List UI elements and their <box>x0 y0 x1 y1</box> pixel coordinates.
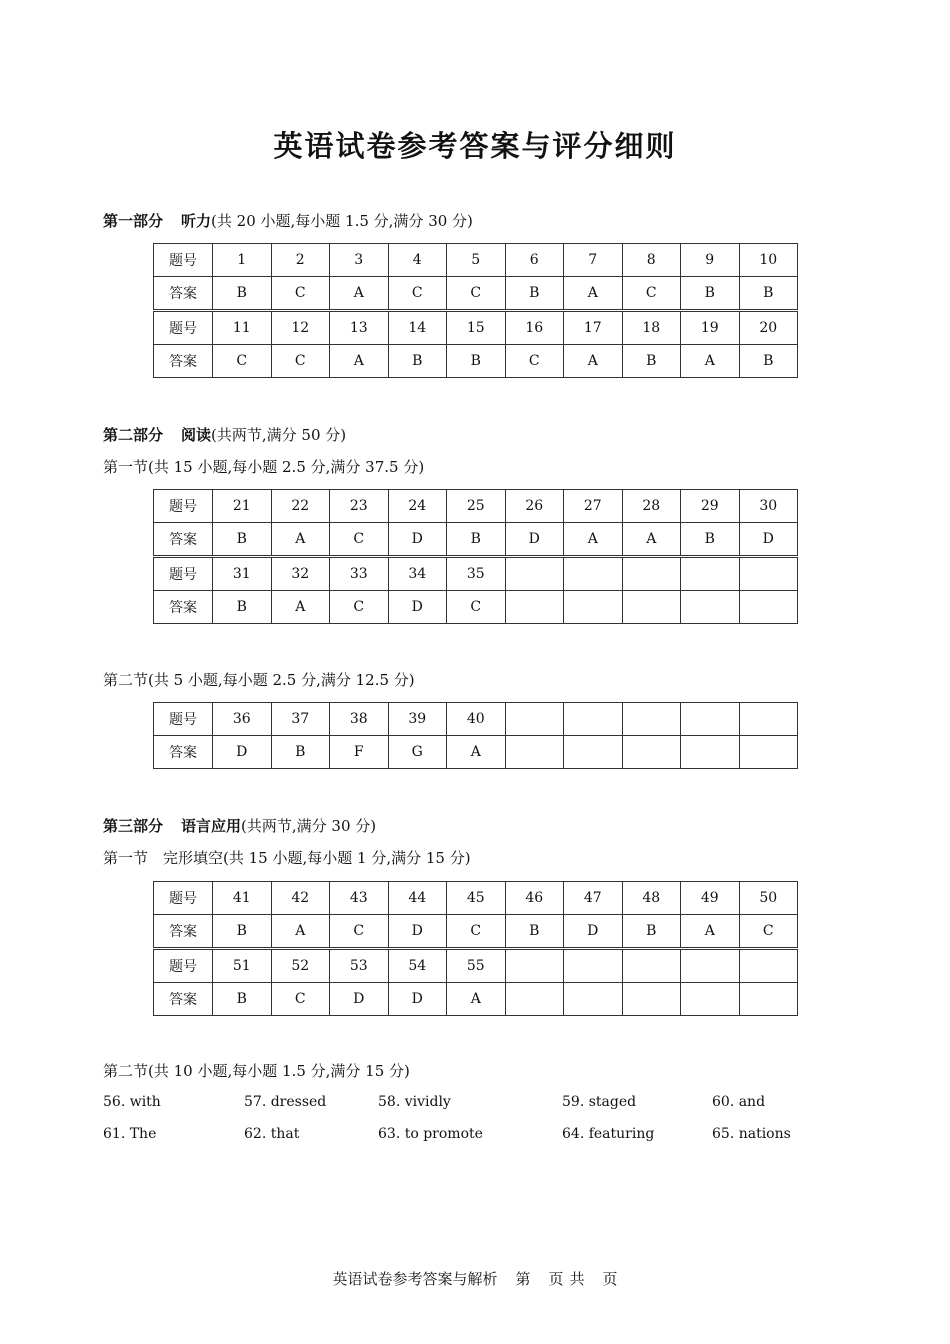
table-cell: 5 <box>447 244 506 277</box>
table-cell: A <box>271 523 330 557</box>
table-cell: 35 <box>447 557 506 591</box>
table-cell: 24 <box>388 490 447 523</box>
table-cell: 39 <box>388 703 447 736</box>
footer-di: 第 <box>515 1270 531 1288</box>
part2-section1-heading: 第一节(共 15 小题,每小题 2.5 分,满分 37.5 分) <box>103 458 425 476</box>
table-cell <box>622 591 681 624</box>
table-cell: B <box>681 277 740 311</box>
fill-answer: 56. with <box>103 1094 161 1110</box>
row-header: 答案 <box>154 345 213 378</box>
table-row <box>154 983 798 1016</box>
table-cell <box>622 949 681 983</box>
row-header: 题号 <box>154 949 213 983</box>
table-cell <box>681 591 740 624</box>
fill-answer: 59. staged <box>562 1094 637 1110</box>
fill-answer: 64. featuring <box>562 1126 655 1142</box>
part2-section2-answer-table <box>153 702 798 769</box>
table-cell <box>564 949 623 983</box>
table-row <box>154 557 798 591</box>
page-footer <box>0 1268 950 1289</box>
table-cell: 14 <box>388 311 447 345</box>
table-cell: A <box>271 591 330 624</box>
table-cell: C <box>447 277 506 311</box>
table-cell: B <box>681 523 740 557</box>
part1-answer-table <box>153 243 798 378</box>
table-cell: 42 <box>271 882 330 915</box>
footer-text: 英语试卷参考答案与解析 <box>332 1270 498 1288</box>
table-cell <box>739 591 798 624</box>
fill-answer: 58. vividly <box>378 1094 451 1110</box>
table-row <box>154 949 798 983</box>
part1-desc: (共 20 小题,每小题 1.5 分,满分 30 分) <box>211 212 473 230</box>
table-cell <box>739 949 798 983</box>
table-cell: 48 <box>622 882 681 915</box>
table-cell <box>622 703 681 736</box>
table-cell: 49 <box>681 882 740 915</box>
table-row <box>154 345 798 378</box>
table-cell: 2 <box>271 244 330 277</box>
table-cell <box>739 736 798 769</box>
table-cell <box>681 736 740 769</box>
fill-answer: 57. dressed <box>244 1094 327 1110</box>
table-row <box>154 490 798 523</box>
part1-heading <box>103 210 473 231</box>
table-cell: 33 <box>330 557 389 591</box>
table-cell <box>505 736 564 769</box>
table-cell: A <box>564 523 623 557</box>
table-cell: B <box>447 345 506 378</box>
table-cell: 6 <box>505 244 564 277</box>
table-cell: 10 <box>739 244 798 277</box>
table-cell: C <box>213 345 272 378</box>
table-cell: A <box>330 277 389 311</box>
table-cell: B <box>505 277 564 311</box>
table-cell: C <box>505 345 564 378</box>
table-cell: 17 <box>564 311 623 345</box>
table-cell <box>505 983 564 1016</box>
table-cell <box>622 557 681 591</box>
table-cell: C <box>622 277 681 311</box>
table-cell <box>739 703 798 736</box>
row-header: 题号 <box>154 311 213 345</box>
table-cell: A <box>330 345 389 378</box>
footer-ye: 页 <box>548 1270 564 1288</box>
table-cell: B <box>505 915 564 949</box>
table-cell <box>505 557 564 591</box>
row-header: 题号 <box>154 703 213 736</box>
part3-section2-heading: 第二节(共 10 小题,每小题 1.5 分,满分 15 分) <box>103 1062 410 1080</box>
table-cell: 15 <box>447 311 506 345</box>
table-cell: D <box>564 915 623 949</box>
part3-label: 第三部分 <box>103 817 164 835</box>
part3-desc: (共两节,满分 30 分) <box>241 817 377 835</box>
table-cell: B <box>447 523 506 557</box>
table-cell: B <box>213 591 272 624</box>
table-cell <box>622 736 681 769</box>
table-cell: 3 <box>330 244 389 277</box>
table-cell: 25 <box>447 490 506 523</box>
part3-section1-heading: 第一节 完形填空(共 15 小题,每小题 1 分,满分 15 分) <box>103 849 471 867</box>
table-cell <box>564 557 623 591</box>
table-cell: B <box>739 277 798 311</box>
fill-answer: 65. nations <box>712 1126 791 1142</box>
table-cell: 22 <box>271 490 330 523</box>
table-cell: 16 <box>505 311 564 345</box>
table-cell: A <box>447 736 506 769</box>
table-cell: A <box>564 277 623 311</box>
table-cell: A <box>564 345 623 378</box>
table-row <box>154 591 798 624</box>
table-cell: 7 <box>564 244 623 277</box>
part1-label: 第一部分 <box>103 212 164 230</box>
table-cell: 44 <box>388 882 447 915</box>
table-cell: C <box>271 983 330 1016</box>
part2-section1-answer-table <box>153 489 798 624</box>
row-header: 答案 <box>154 591 213 624</box>
table-row <box>154 915 798 949</box>
table-cell: C <box>271 345 330 378</box>
table-cell: 27 <box>564 490 623 523</box>
row-header: 题号 <box>154 244 213 277</box>
table-cell: C <box>330 523 389 557</box>
table-cell: 8 <box>622 244 681 277</box>
table-cell: C <box>447 591 506 624</box>
row-header: 答案 <box>154 736 213 769</box>
row-header: 答案 <box>154 983 213 1016</box>
table-cell <box>505 591 564 624</box>
table-cell: C <box>330 591 389 624</box>
table-cell: 47 <box>564 882 623 915</box>
table-cell: 9 <box>681 244 740 277</box>
table-cell: 37 <box>271 703 330 736</box>
table-cell: F <box>330 736 389 769</box>
table-cell: D <box>388 591 447 624</box>
footer-ye2: 页 <box>602 1270 618 1288</box>
part3-section1-answer-table <box>153 881 798 1016</box>
table-cell <box>681 703 740 736</box>
table-cell: 54 <box>388 949 447 983</box>
table-row <box>154 703 798 736</box>
table-cell <box>564 983 623 1016</box>
fill-answer: 62. that <box>244 1126 300 1142</box>
table-cell: B <box>213 983 272 1016</box>
table-cell: 13 <box>330 311 389 345</box>
row-header: 题号 <box>154 557 213 591</box>
table-row <box>154 736 798 769</box>
table-cell <box>739 557 798 591</box>
table-cell: 53 <box>330 949 389 983</box>
table-cell <box>564 736 623 769</box>
row-header: 题号 <box>154 882 213 915</box>
table-cell: 19 <box>681 311 740 345</box>
table-cell: D <box>388 983 447 1016</box>
table-cell: 21 <box>213 490 272 523</box>
table-cell: 46 <box>505 882 564 915</box>
table-row <box>154 277 798 311</box>
fill-answer: 63. to promote <box>378 1126 483 1142</box>
table-cell <box>681 949 740 983</box>
footer-gong: 共 <box>569 1270 585 1288</box>
table-cell: 36 <box>213 703 272 736</box>
table-cell: B <box>213 277 272 311</box>
table-cell: A <box>681 345 740 378</box>
row-header: 答案 <box>154 523 213 557</box>
table-cell: 34 <box>388 557 447 591</box>
part3-name: 语言应用 <box>181 817 242 835</box>
table-cell: 28 <box>622 490 681 523</box>
table-cell <box>505 703 564 736</box>
table-cell: 30 <box>739 490 798 523</box>
table-cell: B <box>622 915 681 949</box>
table-cell <box>739 983 798 1016</box>
table-cell: 43 <box>330 882 389 915</box>
table-cell: A <box>447 983 506 1016</box>
table-cell: 23 <box>330 490 389 523</box>
table-cell: 40 <box>447 703 506 736</box>
table-cell: D <box>330 983 389 1016</box>
table-cell <box>505 949 564 983</box>
table-cell: D <box>388 915 447 949</box>
table-cell: C <box>447 915 506 949</box>
table-cell: 51 <box>213 949 272 983</box>
part3-heading <box>103 815 376 836</box>
row-header: 题号 <box>154 490 213 523</box>
table-cell: D <box>739 523 798 557</box>
table-cell: A <box>622 523 681 557</box>
table-cell <box>681 557 740 591</box>
table-row <box>154 523 798 557</box>
table-cell: D <box>388 523 447 557</box>
table-cell: A <box>681 915 740 949</box>
table-cell: 52 <box>271 949 330 983</box>
table-cell: B <box>622 345 681 378</box>
table-cell: 18 <box>622 311 681 345</box>
table-cell: 38 <box>330 703 389 736</box>
table-cell: 20 <box>739 311 798 345</box>
table-cell: 50 <box>739 882 798 915</box>
table-cell <box>622 983 681 1016</box>
table-cell: B <box>739 345 798 378</box>
part2-section2-heading: 第二节(共 5 小题,每小题 2.5 分,满分 12.5 分) <box>103 671 415 689</box>
table-cell: C <box>271 277 330 311</box>
table-cell: B <box>271 736 330 769</box>
table-cell: 31 <box>213 557 272 591</box>
table-row <box>154 882 798 915</box>
table-cell: 45 <box>447 882 506 915</box>
table-cell <box>681 983 740 1016</box>
part2-label: 第二部分 <box>103 426 164 444</box>
part2-name: 阅读 <box>181 426 212 444</box>
table-cell: 11 <box>213 311 272 345</box>
part2-desc: (共两节,满分 50 分) <box>211 426 347 444</box>
table-cell: C <box>330 915 389 949</box>
table-cell: B <box>388 345 447 378</box>
table-cell: 26 <box>505 490 564 523</box>
row-header: 答案 <box>154 277 213 311</box>
table-cell <box>564 591 623 624</box>
table-row <box>154 311 798 345</box>
fill-answer: 61. The <box>103 1126 157 1142</box>
row-header: 答案 <box>154 915 213 949</box>
table-cell: 4 <box>388 244 447 277</box>
table-cell: B <box>213 915 272 949</box>
table-cell: B <box>213 523 272 557</box>
part2-heading <box>103 424 346 445</box>
table-cell: 12 <box>271 311 330 345</box>
fill-answer: 60. and <box>712 1094 766 1110</box>
part1-name: 听力 <box>181 212 212 230</box>
table-cell: 32 <box>271 557 330 591</box>
table-cell: D <box>505 523 564 557</box>
table-cell: D <box>213 736 272 769</box>
table-row <box>154 244 798 277</box>
table-cell: A <box>271 915 330 949</box>
table-cell <box>564 703 623 736</box>
table-cell: 1 <box>213 244 272 277</box>
table-cell: 55 <box>447 949 506 983</box>
table-cell: 29 <box>681 490 740 523</box>
table-cell: C <box>739 915 798 949</box>
table-cell: C <box>388 277 447 311</box>
table-cell: G <box>388 736 447 769</box>
page-title: 英语试卷参考答案与评分细则 <box>273 129 677 163</box>
table-cell: 41 <box>213 882 272 915</box>
